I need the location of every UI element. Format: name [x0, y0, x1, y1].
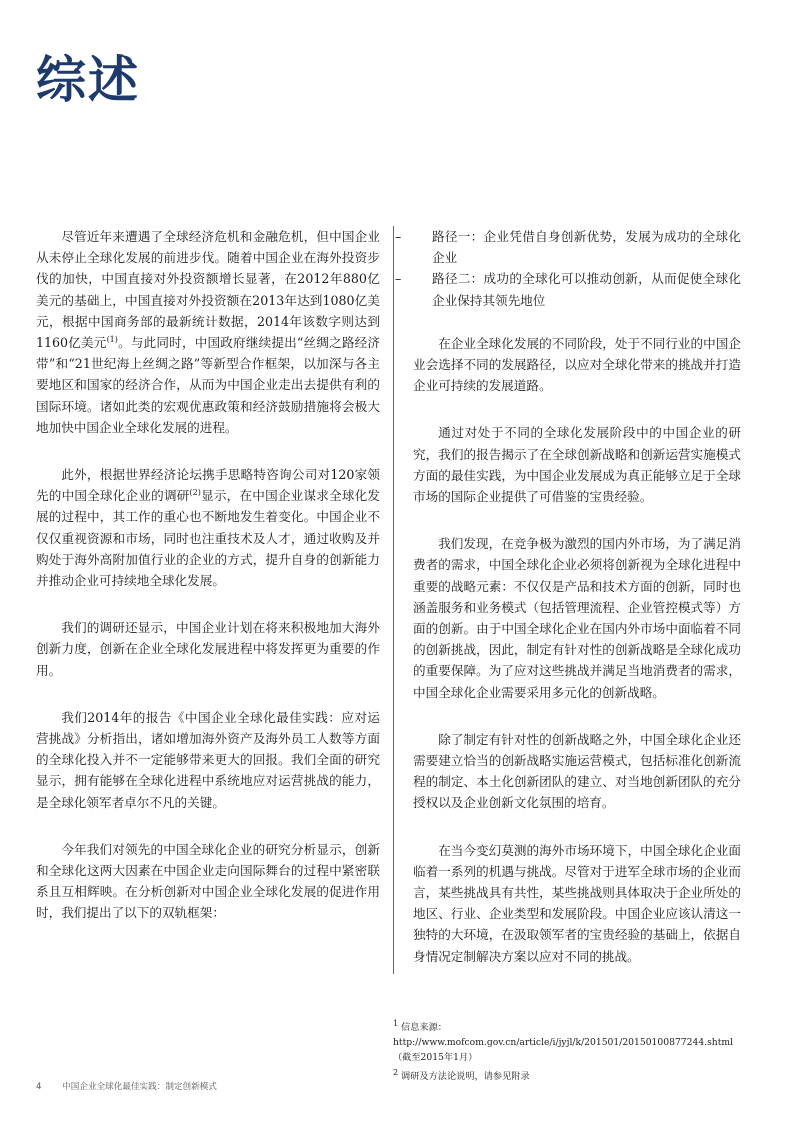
footnotes: [393, 1020, 741, 1088]
paragraph: 通过对处于不同的全球化发展阶段中的中国企业的研究，我们的报告揭示了在全球创新战略和创新运营实施模式方面的最佳实践，为中国企业发展成为真正能够立足于全球市场的国际企业提供了可借鉴的宝贵经验。: [413, 425, 741, 505]
footnote-ref: (2): [189, 488, 201, 498]
paragraph: 尽管近年来遭遇了全球经济危机和金融危机，但中国企业从未停止全球化发展的前进步伐。随着中国企业在海外投资步伐的加快，中国直接对外投资额增长显著，在2012年880亿美元的基础上，中国直接对外投资额在2013年达到1080亿美元，根据中国商务部的最新统计数据，2014年该数字则达到1160亿美元$^{(1)}$。与此同时，中国政府继续提出“丝绸之路经济带”和“21世纪海上丝绸之路”等新型合作框架，以加深与各主要地区和国家的经济合作，从而为中国企业走出去提供有利的国际环境。诸如此类的宏观优惠政策和经济鼓励措施将会极大地加快中国企业全球化发展的进程。: [36, 229, 380, 435]
list-item: – 路径一：企业凭借自身创新优势，发展为成功的全球化企业: [413, 226, 741, 268]
path-list: [395, 226, 741, 311]
list-item: – 路径二：成功的全球化可以推动创新，从而促使全球化企业保持其领先地位: [413, 268, 741, 310]
column-divider: [393, 226, 394, 974]
dash-marker: –: [395, 271, 402, 287]
footnote-ref: (1): [106, 334, 118, 344]
page-number: 4: [36, 1082, 42, 1092]
publication-title: 中国企业全球化最佳实践：制定创新模式: [62, 1082, 217, 1092]
paragraph: 除了制定有针对性的创新战略之外，中国全球化企业还需要建立恰当的创新战略实施运营模式，包括标准化创新流程的制定、本土化创新团队的建立、对当地创新团队的充分授权以及企业创新文化氛围的培育。: [413, 731, 741, 811]
paragraph: 此外，根据世界经济论坛携手思略特咨询公司对120家领先的中国全球化企业的调研$^{(2)}$显示，在中国企业谋求全球化发展的过程中，其工作的重心也不断地发生着变化。中国企业不仅仅重视资源和市场，同时也注重技术及人才，通过收购及并购处于海外高附加值行业的企业的方式，提升自身的创新能力并推动企业可持续地全球化发展。: [36, 467, 381, 589]
paragraph: 在当今变幻莫测的海外市场环境下，中国全球化企业面临着一系列的机遇与挑战。尽管对于进军全球市场的企业而言，某些挑战具有共性，某些挑战则具体取决于企业所处的地区、行业、企业类型和发展阶段。中国企业应该认清这一独特的大环境，在汲取领军者的宝贵经验的基础上，依据自身情况定制解决方案以应对不同的挑战。: [413, 842, 741, 964]
footnote: $^2$ 调研及方法论说明，请参见附录: [393, 1067, 530, 1082]
left-column: [36, 226, 380, 950]
page-footer: [36, 1080, 235, 1092]
paragraph: 我们发现，在竞争极为激烈的国内外市场，为了满足消费者的需求，中国全球化企业必须将创新视为全球化进程中重要的战略元素：不仅仅是产品和技术方面的创新，同时也涵盖服务和业务模式（包括管理流程、企业管控模式等）方面的创新。由于中国全球化企业在国内外市场中面临着不同的创新挑战，因此，制定有针对性的创新战略是全球化成功的重要保障。为了应对这些挑战并满足当地消费者的需求，中国全球化企业需要采用多元化的创新战略。: [413, 536, 741, 700]
paragraph: 我们2014年的报告《中国企业全球化最佳实践：应对运营挑战》分析指出，诸如增加海外资产及海外员工人数等方面的全球化投入并不一定能够带来更大的回报。我们全面的研究显示，拥有能够在全球化进程中系统地应对运营挑战的能力，是全球化领军者卓尔不凡的关键。: [36, 709, 380, 810]
paragraph: 我们的调研还显示，中国企业计划在将来积极地加大海外创新力度，创新在企业全球化发展进程中将发挥更为重要的作用。: [36, 620, 380, 678]
page-title: 综述: [36, 50, 140, 109]
paragraph: 在企业全球化发展的不同阶段，处于不同行业的中国企业会选择不同的发展路径，以应对全球化带来的挑战并打造企业可持续的发展道路。: [413, 335, 741, 394]
right-column: [395, 226, 741, 993]
paragraph: 今年我们对领先的中国全球化企业的研究分析显示，创新和全球化这两大因素在中国企业走向国际舞台的过程中紧密联系且互相辉映。在分析创新对中国企业全球化发展的促进作用时，我们提出了以下的双轨框架：: [36, 841, 380, 921]
dash-marker: –: [395, 229, 402, 244]
footnote: $^1$ 信息来源：http://www.mofcom.gov.cn/article/i/jyjl/k/201501/20150100877244.shtml（截至2015年1月）: [393, 1018, 734, 1063]
